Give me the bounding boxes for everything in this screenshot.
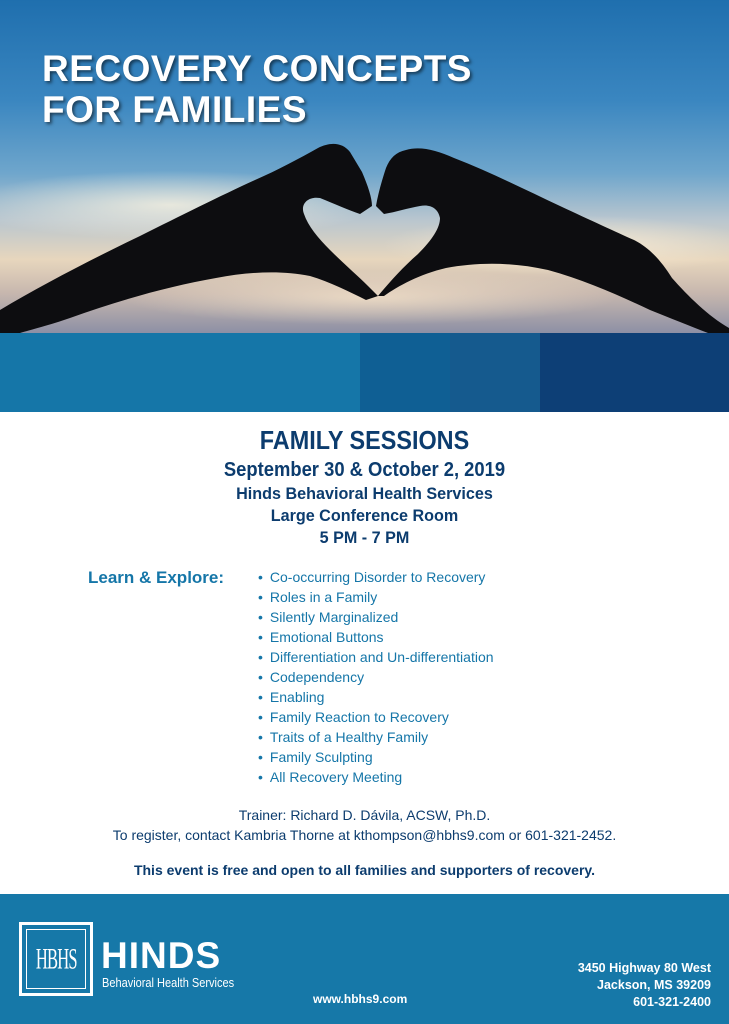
topic-item: • Co-occurring Disorder to Recovery [258,567,494,587]
hbhs-logo-icon [19,922,93,996]
contact-address [578,960,711,1011]
trainer-line: Trainer: Richard D. Dávila, ACSW, Ph.D. [238,807,491,823]
event-dates: September 30 & October 2, 2019 [223,459,506,481]
free-event-note: This event is free and open to all families and supporters of recovery. [133,862,596,878]
address-line-2: Jackson, MS 39209 [597,978,711,992]
event-time: 5 PM - 7 PM [319,528,410,547]
poster-title [42,48,472,130]
topic-item: • Codependency [258,667,494,687]
logo-inner-frame [26,929,86,989]
topic-item: • Traits of a Healthy Family [258,727,494,747]
event-heading: FAMILY SESSIONS [259,425,470,455]
brand-tagline: Behavioral Health Services [102,976,235,990]
topic-item: • Family Reaction to Recovery [258,707,494,727]
topic-item: • Silently Marginalized [258,607,494,627]
color-band-block [540,333,729,412]
color-band-block [360,333,450,412]
topic-list [258,567,494,787]
phone-number[interactable]: 601-321-2400 [633,995,711,1009]
title-line-1: RECOVERY CONCEPTS [42,48,472,89]
brand-name: HINDS [101,935,222,976]
topic-item: • Differentiation and Un-differentiation [258,647,494,667]
website-link[interactable]: www.hbhs9.com [313,992,408,1006]
color-band-block [0,333,360,412]
hero-banner [0,0,729,333]
learn-explore-label: Learn & Explore: [88,568,225,587]
footer [0,894,729,1024]
address-line-1: 3450 Highway 80 West [577,961,711,975]
topic-item: • Enabling [258,687,494,707]
color-band-block [450,333,540,412]
topic-item: • All Recovery Meeting [258,767,494,787]
topic-item: • Emotional Buttons [258,627,494,647]
registration-line: To register, contact Kambria Thorne at kthompson@hbhs9.com or 601-321-2452. [112,827,617,843]
title-line-2: FOR FAMILIES [42,89,307,130]
topic-item: • Roles in a Family [258,587,494,607]
topic-item: • Family Sculpting [258,747,494,767]
event-room: Large Conference Room [270,506,459,525]
event-organization: Hinds Behavioral Health Services [236,484,493,503]
logo-letters: HBHS [35,941,77,976]
